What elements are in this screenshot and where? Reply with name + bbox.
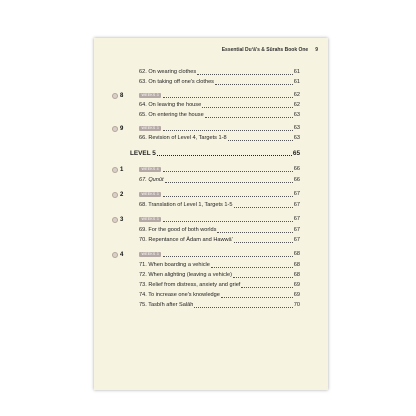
entry-page-number: 69 [293,282,300,288]
entry-page-number: 67 [293,202,300,208]
dot-leader [205,111,293,118]
entry-title: 66. Revision of Level 4, Targets 1-8 [139,135,227,141]
entry-title: 63. On taking off one's clothes [139,79,214,85]
toc-entry [139,68,300,77]
dot-leader [163,250,292,257]
entry-page-number: 70 [293,302,300,308]
dot-leader [163,91,292,98]
target-circle-icon [112,217,118,223]
page-number: 9 [315,47,318,53]
target-marker [112,91,123,100]
target-circle-icon [112,126,118,132]
entry-title: 75. Tasbīh after Salāh [139,302,194,308]
toc-entry [139,201,300,210]
entry-page-number: 63 [293,112,300,118]
target-marker [112,165,123,174]
toc-entry [139,134,300,143]
entry-page-number: 62 [293,102,300,108]
weeks-badge: WEEKS 4 [139,167,161,173]
target-circle-icon [112,192,118,198]
target-circle-icon [112,252,118,258]
entry-title: 67. Qunūt [139,177,164,183]
target-number: 4 [120,251,124,258]
dot-leader [163,165,292,172]
toc-entry [139,301,300,310]
target-marker [112,190,123,199]
week-row [139,215,300,224]
entry-title: 70. Repentance of Ādam and Hawwā' [139,237,233,243]
entry-page-number: 63 [293,125,300,131]
dot-leader [211,261,293,268]
entry-page-number: 67 [293,227,300,233]
weeks-badge: WEEKS 3 [139,192,161,198]
entry-page-number: 67 [293,237,300,243]
dot-leader [233,271,293,278]
week-row [139,124,300,133]
target-number: 2 [120,191,124,198]
entry-title: 62. On wearing clothes [139,69,197,75]
entry-page-number: 66 [293,166,300,172]
entry-page-number: 62 [293,92,300,98]
toc-entry [139,236,300,245]
dot-leader [215,78,293,85]
toc-entry [139,226,300,235]
dot-leader [234,236,293,243]
toc-entry [139,281,300,290]
book-page [94,38,328,390]
entry-page-number: 68 [293,262,300,268]
entry-title: LEVEL 5 [130,150,156,157]
entry-title: 69. For the good of both worlds [139,227,217,233]
entry-page-number: 65 [292,150,300,157]
entry-page-number: 61 [293,79,300,85]
target-circle-icon [112,93,118,99]
target-marker [112,215,123,224]
target-number: 8 [120,92,124,99]
toc-entry [139,111,300,120]
dot-leader [202,101,293,108]
weeks-badge: WEEKS 3 [139,126,161,132]
target-marker [112,250,123,259]
entry-page-number: 67 [293,191,300,197]
entry-title: 74. To increase one's knowledge [139,292,220,298]
weeks-badge: WEEKS 3 [139,217,161,223]
dot-leader [228,134,293,141]
dot-leader [163,124,292,131]
entry-title: 73. Relief from distress, anxiety and grief [139,282,241,288]
book-title: Essential Du‘ā’s & Sūrahs Book One [221,47,309,53]
dot-leader [163,190,292,197]
entry-title: 72. When alighting (leaving a vehicle) [139,272,232,278]
week-row [139,165,300,174]
dot-leader [157,149,292,156]
entry-page-number: 67 [293,216,300,222]
entry-page-number: 69 [293,292,300,298]
table-of-contents [94,38,328,390]
dot-leader [194,301,292,308]
toc-entry [139,176,300,185]
toc-entry [139,101,300,110]
week-row [139,250,300,259]
target-number: 9 [120,125,124,132]
entry-page-number: 68 [293,272,300,278]
dot-leader [217,226,292,233]
entry-title: 71. When boarding a vehicle [139,262,210,268]
target-marker [112,124,123,133]
toc-entry [139,261,300,270]
dot-leader [221,291,293,298]
target-number: 1 [120,166,124,173]
entry-page-number: 63 [293,135,300,141]
toc-entry [139,78,300,87]
dot-leader [165,176,293,183]
dot-leader [241,281,292,288]
dot-leader [163,215,292,222]
entry-title: 65. On entering the house [139,112,204,118]
week-row [139,91,300,100]
week-row [139,190,300,199]
weeks-badge: WEEKS 3 [139,252,161,258]
entry-page-number: 66 [293,177,300,183]
entry-page-number: 68 [293,251,300,257]
entry-title: 64. On leaving the house [139,102,202,108]
entry-title: 68. Translation of Level 1, Targets 1-5 [139,202,233,208]
target-number: 3 [120,216,124,223]
toc-entry [139,291,300,300]
entry-page-number: 61 [293,69,300,75]
toc-entry [139,271,300,280]
target-circle-icon [112,167,118,173]
level-heading [130,149,300,158]
weeks-badge: WEEKS 3 [139,93,161,99]
dot-leader [234,201,293,208]
dot-leader [197,68,293,75]
